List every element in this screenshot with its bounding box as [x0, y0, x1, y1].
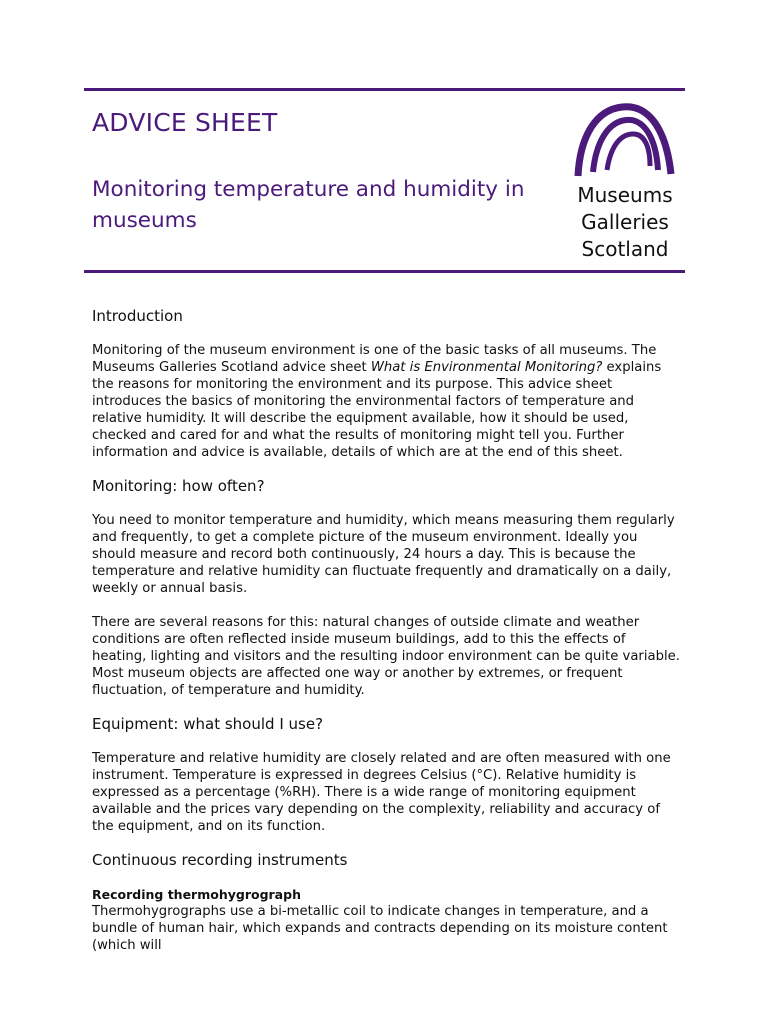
heading-equipment: Equipment: what should I use?: [92, 715, 324, 733]
top-divider: [84, 88, 685, 91]
paragraph-introduction: Monitoring of the museum environment is one of the basic tasks of all museums. The Museums Galleries Scotland advice sheet What is Environmental Monitoring? explains the reasons for monitoring the environment and its purpose. This advice sheet introduces the basics of monitoring the environmental factors of temperature and relative humidity. It will describe the equipment available, how it should be used, checked and cared for and what the results of monitoring might tell you. Further information and advice is available, details of which are at the end of this sheet.: [92, 343, 662, 460]
heading-how-often: Monitoring: how often?: [92, 477, 265, 495]
paragraph-equipment: Temperature and relative humidity are closely related and are often measured with one instrument. Temperature is expressed in degrees Celsius (°C). Relative humidity is expressed as a percentage (%RH). There is a wide range of monitoring equipment available and the prices vary depending on the complexity, reliability and accuracy of the equipment, and on its function.: [92, 751, 671, 834]
heading-introduction: Introduction: [92, 307, 183, 325]
arch-logo-icon: [572, 100, 676, 180]
advice-sheet-kicker: ADVICE SHEET: [92, 108, 278, 137]
paragraph-thermohygrograph: Thermohygrographs use a bi-metallic coil to indicate changes in temperature, and a bundle of human hair, which expands and contracts depending on its moisture content (which will: [92, 904, 668, 953]
logo-line-galleries: Galleries: [581, 210, 669, 234]
paragraph-how-often-1: You need to monitor temperature and humidity, which means measuring them regularly and frequently, to get a complete picture of the museum environment. Ideally you should measure and record both continuously, 24 hours a day. This is because the temperature and relative humidity can fluctuate frequently and dramatically on a daily, weekly or annual basis.: [92, 513, 675, 596]
sheet-title-reference: What is Environmental Monitoring?: [370, 360, 603, 375]
logo-line-museums: Museums: [577, 183, 673, 207]
page-title: Monitoring temperature and humidity in museums: [92, 177, 525, 233]
bottom-divider: [84, 270, 685, 273]
subheading-thermohygrograph: Recording thermohygrograph: [92, 887, 301, 902]
logo-wordmark: [568, 182, 682, 263]
document-body: [92, 308, 684, 954]
heading-continuous-recording: Continuous recording instruments: [92, 851, 348, 869]
logo-line-scotland: Scotland: [581, 237, 669, 261]
paragraph-how-often-2: There are several reasons for this: natural changes of outside climate and weather conditions are often reflected inside museum buildings, add to this the effects of heating, lighting and visitors and the resulting indoor environment can be quite variable. Most museum objects are affected one way or another by extremes, or frequent fluctuation, of temperature and humidity.: [92, 615, 680, 698]
museums-galleries-scotland-logo: [568, 100, 682, 263]
